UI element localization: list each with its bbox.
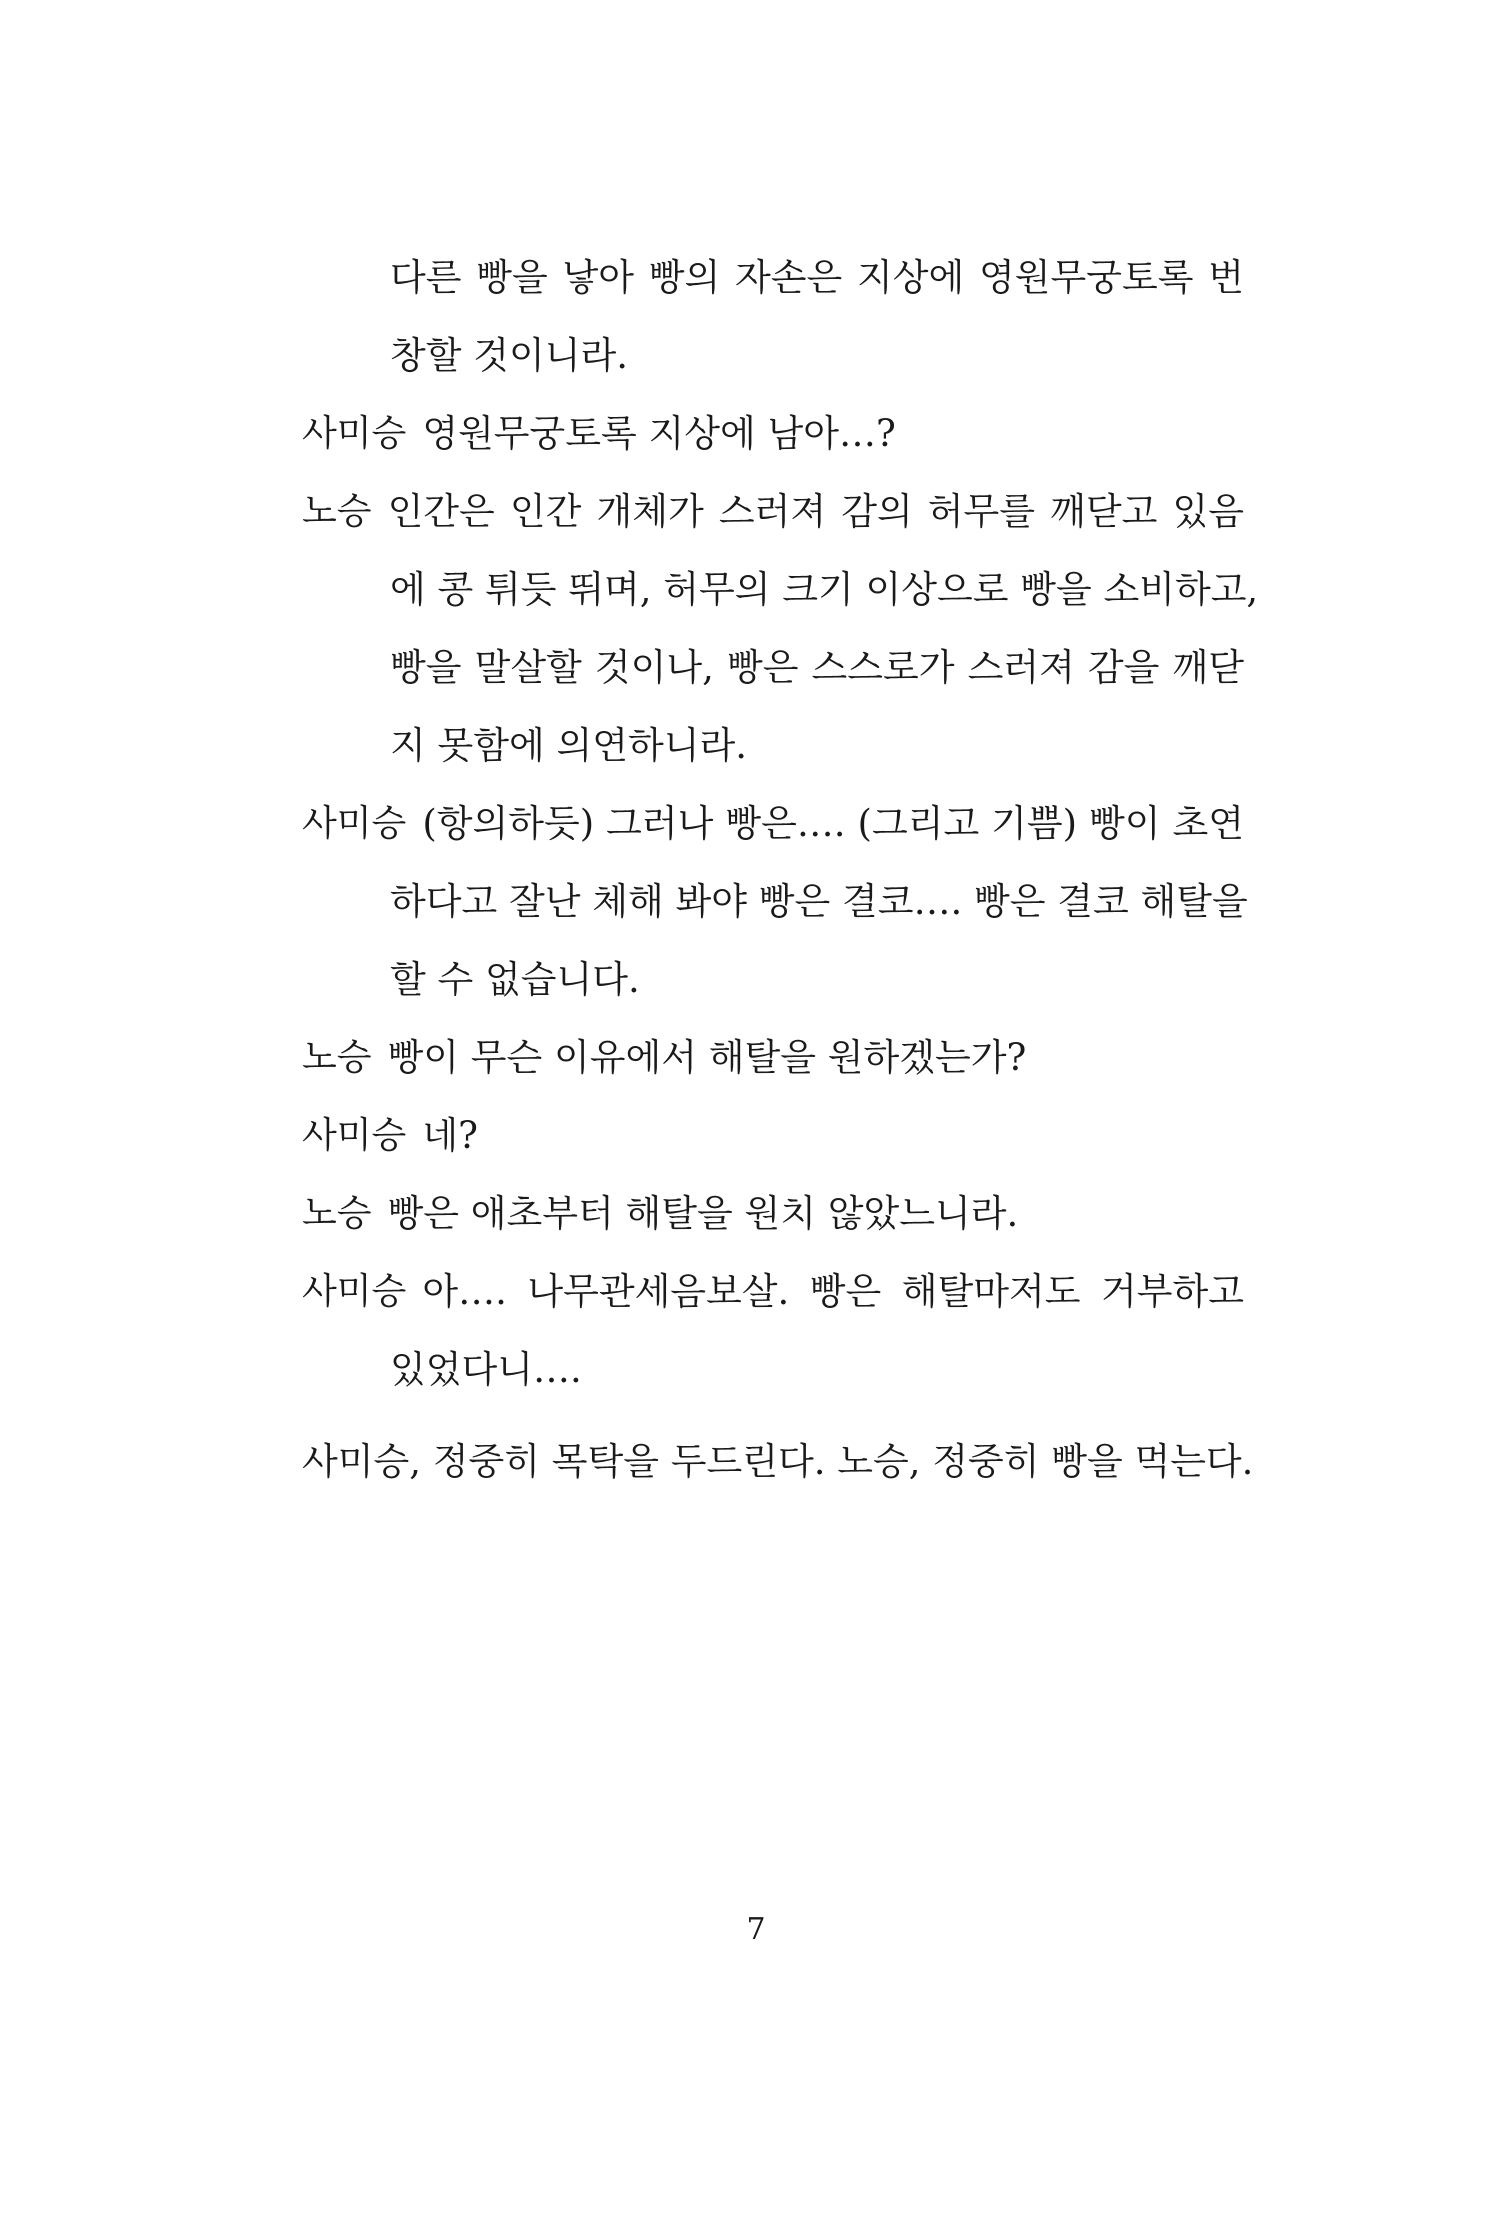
dialogue-line bbox=[302, 794, 1244, 872]
dialogue-text: 인간은 인간 개체가 스러져 감의 허무를 깨닫고 있음 bbox=[387, 490, 1244, 533]
speaker-name: 사미승 bbox=[302, 1115, 407, 1156]
dialogue-line bbox=[302, 1262, 1244, 1340]
speaker-name: 노승 bbox=[302, 491, 372, 532]
dialogue-text: 영원무궁토록 지상에 남아…? bbox=[422, 412, 896, 455]
dialogue-entry bbox=[302, 1028, 1244, 1106]
speaker-name: 사미승 bbox=[302, 413, 407, 454]
dialogue-entry bbox=[302, 1106, 1244, 1184]
dialogue-line bbox=[302, 872, 1248, 950]
stage-direction: 사미승, 정중히 목탁을 두드린다. 노승, 정중히 빵을 먹는다. bbox=[302, 1440, 1254, 1483]
speaker-name: 노승 bbox=[302, 1193, 372, 1234]
dialogue-entry bbox=[302, 482, 1259, 794]
dialogue-entry bbox=[302, 248, 1244, 404]
dialogue-line bbox=[302, 716, 1244, 794]
dialogue-entry bbox=[302, 404, 1244, 482]
dialogue-text: 창할 것이니라. bbox=[390, 334, 628, 377]
dialogue-text: 아…. 나무관세음보살. 빵은 해탈마저도 거부하고 bbox=[422, 1270, 1244, 1313]
page-number: 7 bbox=[746, 1912, 766, 1947]
dialogue-line bbox=[302, 1184, 1244, 1262]
dialogue-entry bbox=[302, 1262, 1244, 1418]
dialogue-text: 다른 빵을 낳아 빵의 자손은 지상에 영원무궁토록 번 bbox=[390, 256, 1244, 299]
dialogue-line bbox=[302, 1028, 1244, 1106]
dialogue-entry bbox=[302, 794, 1248, 1028]
dialogue-text: 있었다니…. bbox=[390, 1348, 582, 1391]
dialogue-block bbox=[302, 248, 1259, 1418]
dialogue-text: 빵은 애초부터 해탈을 원치 않았느니라. bbox=[387, 1192, 1019, 1235]
dialogue-text: 할 수 없습니다. bbox=[390, 958, 640, 1001]
dialogue-line bbox=[302, 1340, 1244, 1418]
dialogue-text: 지 못함에 의연하니라. bbox=[390, 724, 747, 767]
speaker-name: 노승 bbox=[302, 1037, 372, 1078]
dialogue-text: 빵이 무슨 이유에서 해탈을 원하겠는가? bbox=[387, 1036, 1027, 1079]
dialogue-line bbox=[302, 248, 1244, 326]
dialogue-text: 네? bbox=[422, 1114, 478, 1157]
dialogue-line bbox=[302, 950, 1244, 1028]
dialogue-entry bbox=[302, 1184, 1244, 1262]
dialogue-text: 빵을 말살할 것이나, 빵은 스스로가 스러져 감을 깨닫 bbox=[390, 646, 1244, 689]
dialogue-line bbox=[302, 560, 1259, 638]
dialogue-text: 하다고 잘난 체해 봐야 빵은 결코…. 빵은 결코 해탈을 bbox=[390, 880, 1248, 923]
dialogue-line bbox=[302, 482, 1244, 560]
dialogue-line bbox=[302, 638, 1244, 716]
dialogue-line bbox=[302, 1106, 1244, 1184]
dialogue-line bbox=[302, 326, 1244, 404]
speaker-name: 사미승 bbox=[302, 1271, 407, 1312]
dialogue-line bbox=[302, 404, 1244, 482]
dialogue-text: (항의하듯) 그러나 빵은…. (그리고 기쁨) 빵이 초연 bbox=[422, 802, 1244, 845]
dialogue-text: 에 콩 튀듯 뛰며, 허무의 크기 이상으로 빵을 소비하고, bbox=[390, 568, 1259, 611]
speaker-name: 사미승 bbox=[302, 803, 407, 844]
